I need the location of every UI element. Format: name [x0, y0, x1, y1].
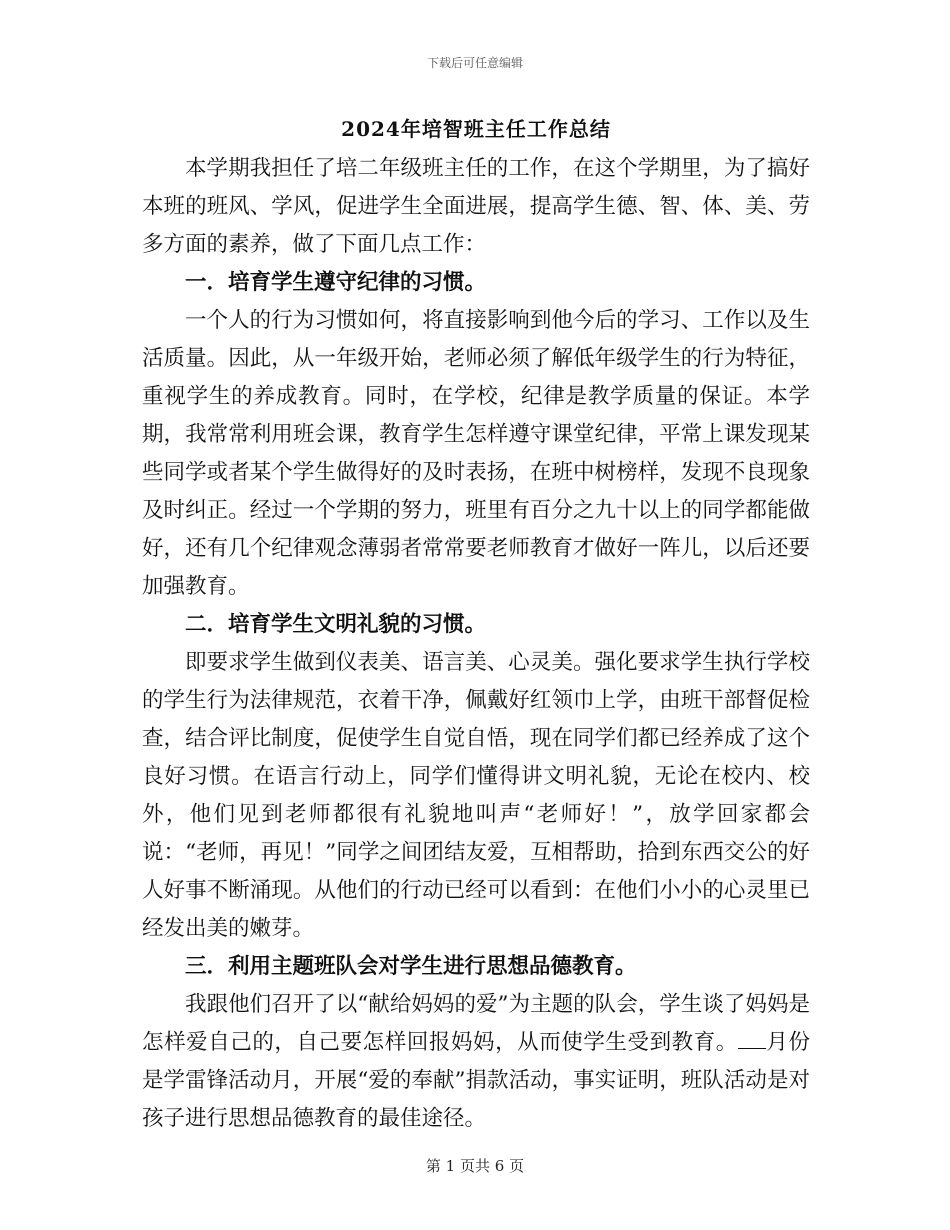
- document-body: [142, 112, 810, 1138]
- document-title: 2024年培智班主任工作总结: [341, 117, 611, 141]
- section-3-heading: 三．利用主题班队会对学生进行思想品德教育。: [185, 954, 637, 979]
- page-indicator: 第 1 页共 6 页: [425, 1157, 525, 1175]
- section-3-text-part2: 月份是学雷锋活动月，开展“爱的奉献”捐款活动，事实证明，班队活动是对孩子进行思想品德教育的最佳途径。: [142, 1030, 810, 1131]
- section-3-paragraph: [142, 986, 810, 1138]
- blank-underline: [738, 1030, 766, 1049]
- intro-paragraph: 本学期我担任了培二年级班主任的工作，在这个学期里，为了搞好本班的班风、学风，促进学生全面进展，提高学生德、智、体、美、劳多方面的素养，做了下面几点工作：: [142, 156, 810, 257]
- header-note: 下载后可任意编辑: [426, 56, 523, 70]
- section-1-heading: 一．培育学生遵守纪律的习惯。: [185, 270, 487, 295]
- section-2-heading: 二．培育学生文明礼貌的习惯。: [185, 612, 487, 637]
- section-3-text-part1: 我跟他们召开了以“献给妈妈的爱”为主题的队会，学生谈了妈妈是怎样爱自己的，自己要怎样回报妈妈，从而使学生受到教育。: [142, 992, 810, 1055]
- section-1-paragraph: 一个人的行为习惯如何，将直接影响到他今后的学习、工作以及生活质量。因此，从一年级开始，老师必须了解低年级学生的行为特征，重视学生的养成教育。同时，在学校，纪律是教学质量的保证。本学期，我常常利用班会课，教育学生怎样遵守课堂纪律，平常上课发现某些同学或者某个学生做得好的及时表扬，在班中树榜样，发现不良现象及时纠正。经过一个学期的努力，班里有百分之九十以上的同学都能做好，还有几个纪律观念薄弱者常常要老师教育才做好一阵儿，以后还要加强教育。: [142, 308, 810, 599]
- section-2-paragraph: 即要求学生做到仪表美、语言美、心灵美。强化要求学生执行学校的学生行为法律规范，衣着干净，佩戴好红领巾上学，由班干部督促检查，结合评比制度，促使学生自觉自悟，现在同学们都已经养成了这个良好习惯。在语言行动上，同学们懂得讲文明礼貌，无论在校内、校外，他们见到老师都很有礼貌地叫声“老师好！”，放学回家都会说：“老师，再见！”同学之间团结友爱，互相帮助，拾到东西交公的好人好事不断涌现。从他们的行动已经可以看到：在他们小小的心灵里已经发出美的嫩芽。: [142, 650, 810, 941]
